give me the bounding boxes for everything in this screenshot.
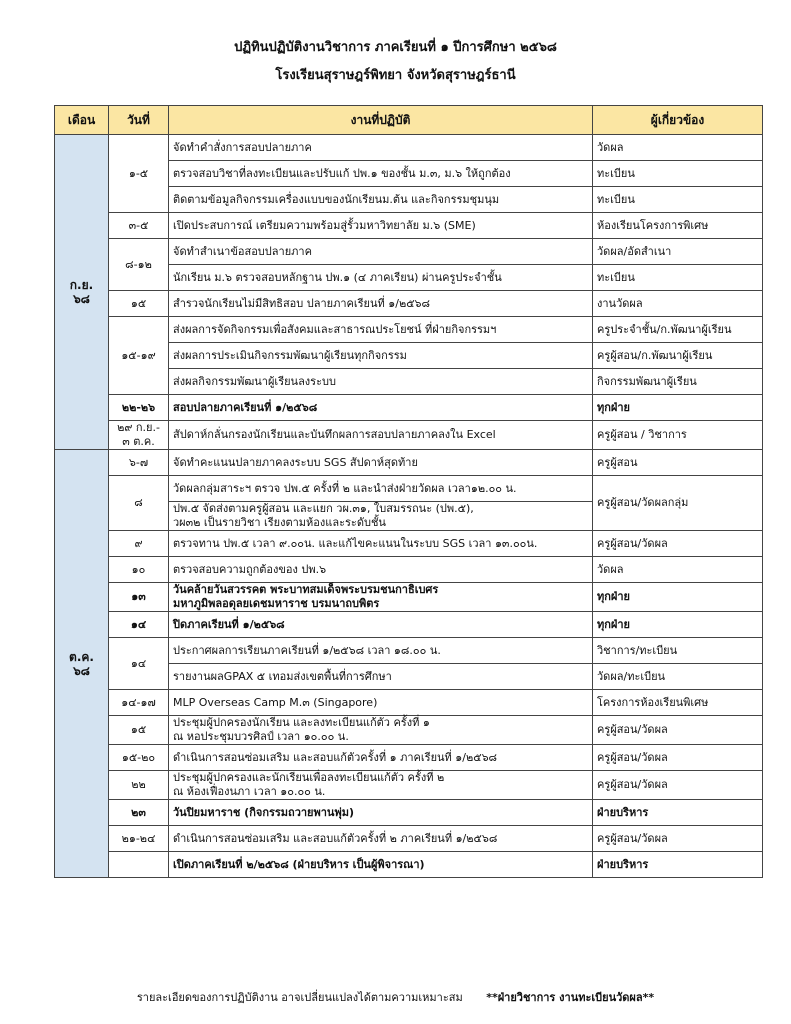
date-line: ๓ ต.ค. (122, 435, 155, 448)
date-cell: ๑๔ (109, 612, 169, 638)
responsible-cell: ครูผู้สอน (593, 450, 763, 476)
date-cell: ๒๑-๒๔ (109, 826, 169, 852)
task-cell: จัดทำคำสั่งการสอบปลายภาค (169, 135, 593, 161)
table-row (55, 583, 763, 612)
task-cell: MLP Overseas Camp M.๓ (Singapore) (169, 690, 593, 716)
table-row (55, 826, 763, 852)
responsible-cell: ครูประจำชั้น/ก.พัฒนาผู้เรียน (593, 317, 763, 343)
table-row (55, 690, 763, 716)
footer (0, 988, 791, 1006)
task-cell: วันปิยมหาราช (กิจกรรมถวายพานพุ่ม) (169, 800, 593, 826)
date-line: ๒๙ ก.ย.- (117, 421, 160, 434)
task-cell (169, 502, 593, 531)
date-cell: ๑๔ (109, 638, 169, 690)
task-cell: เปิดภาคเรียนที่ ๒/๒๕๖๘ (ฝ่ายบริหาร เป็นผู้พิจารณา) (169, 852, 593, 878)
date-cell: ๘ (109, 476, 169, 531)
month-label: ต.ค. (69, 649, 94, 664)
page-subtitle: โรงเรียนสุราษฎร์พิทยา จังหวัดสุราษฎร์ธานี (275, 68, 516, 83)
column-header-month: เดือน (55, 106, 109, 135)
date-cell (109, 852, 169, 878)
table-header-row (55, 106, 763, 135)
date-cell: ๑๓ (109, 583, 169, 612)
task-cell: ตรวจสอบความถูกต้องของ ปพ.๖ (169, 557, 593, 583)
responsible-cell: ทุกฝ่าย (593, 612, 763, 638)
table-row (55, 291, 763, 317)
task-cell (169, 771, 593, 800)
date-cell: ๑๕ (109, 716, 169, 745)
date-cell: ๑-๕ (109, 135, 169, 213)
responsible-cell: ทุกฝ่าย (593, 583, 763, 612)
responsible-cell: วัดผล/ทะเบียน (593, 664, 763, 690)
month-cell-september (55, 135, 109, 450)
table-row (55, 800, 763, 826)
table-row (55, 612, 763, 638)
table-row (55, 852, 763, 878)
table-row (55, 395, 763, 421)
table-row (55, 421, 763, 450)
table-row (55, 745, 763, 771)
date-cell: ๖-๗ (109, 450, 169, 476)
responsible-cell: งานวัดผล (593, 291, 763, 317)
responsible-cell: ครูผู้สอน / วิชาการ (593, 421, 763, 450)
table-row (55, 213, 763, 239)
date-cell: ๑๐ (109, 557, 169, 583)
task-cell: จัดทำคะแนนปลายภาคลงระบบ SGS สัปดาห์สุดท้าย (169, 450, 593, 476)
footer-signature: **ฝ่ายวิชาการ งานทะเบียนวัดผล** (486, 991, 655, 1004)
table-row (55, 716, 763, 745)
date-cell (109, 421, 169, 450)
table-row (55, 638, 763, 664)
task-cell: ดำเนินการสอนซ่อมเสริม และสอบแก้ตัวครั้งที่ ๑ ภาคเรียนที่ ๑/๒๕๖๘ (169, 745, 593, 771)
responsible-cell: วัดผล (593, 557, 763, 583)
task-cell: สำรวจนักเรียนไม่มีสิทธิสอบ ปลายภาคเรียนที่ ๑/๒๕๖๘ (169, 291, 593, 317)
task-cell: ตรวจทาน ปพ.๕ เวลา ๙.๐๐น. และแก้ไขคะแนนในระบบ SGS เวลา ๑๓.๐๐น. (169, 531, 593, 557)
table-row (55, 476, 763, 502)
responsible-cell: วัดผล (593, 135, 763, 161)
date-cell: ๓-๕ (109, 213, 169, 239)
task-cell: ส่งผลการจัดกิจกรรมเพื่อสังคมและสาธารณประโยชน์ ที่ฝ่ายกิจกรรมฯ (169, 317, 593, 343)
task-cell: ติดตามข้อมูลกิจกรรมเครื่องแบบของนักเรียนม.ต้น และกิจกรรมชุมนุม (169, 187, 593, 213)
page-title: ปฏิทินปฏิบัติงานวิชาการ ภาคเรียนที่ ๑ ปีการศึกษา ๒๕๖๘ (234, 40, 557, 55)
responsible-cell: ทะเบียน (593, 161, 763, 187)
task-line: ประชุมผู้ปกครองนักเรียน และลงทะเบียนแก้ตัว ครั้งที่ ๑ (173, 716, 430, 729)
task-line: ปพ.๕ จัดส่งตามครูผู้สอน และแยก วผ.๓๑, ใบสมรรถนะ (ปพ.๕), (173, 502, 474, 515)
calendar-table (54, 105, 763, 878)
month-year: ๖๘ (73, 292, 90, 306)
footer-note: รายละเอียดของการปฏิบัติงาน อาจเปลี่ยนแปลงได้ตามความเหมาะสม (136, 991, 463, 1004)
responsible-cell: ฝ่ายบริหาร (593, 800, 763, 826)
column-header-task: งานที่ปฏิบัติ (169, 106, 593, 135)
task-cell: จัดทำสำเนาข้อสอบปลายภาค (169, 239, 593, 265)
task-cell: ตรวจสอบวิชาที่ลงทะเบียนและปรับแก้ ปพ.๑ ของชั้น ม.๓, ม.๖ ให้ถูกต้อง (169, 161, 593, 187)
responsible-cell: ครูผู้สอน/วัดผล (593, 745, 763, 771)
date-cell: ๑๕-๑๙ (109, 317, 169, 395)
task-line: วันคล้ายวันสวรรคต พระบาทสมเด็จพระบรมชนกาธิเบศร (173, 583, 439, 596)
responsible-cell: ครูผู้สอน/วัดผลกลุ่ม (593, 476, 763, 531)
task-cell: สอบปลายภาคเรียนที่ ๑/๒๕๖๘ (169, 395, 593, 421)
date-cell: ๑๕ (109, 291, 169, 317)
month-cell-october (55, 450, 109, 878)
table-row (55, 450, 763, 476)
task-cell (169, 716, 593, 745)
task-line: มหาภูมิพลอดุลยเดชมหาราช บรมนาถบพิตร (173, 597, 380, 610)
task-line: ณ ห้องเฟื่องนภา เวลา ๑๐.๐๐ น. (173, 785, 326, 798)
task-cell: ประกาศผลการเรียนภาคเรียนที่ ๑/๒๕๖๘ เวลา ๑๘.๐๐ น. (169, 638, 593, 664)
task-cell: ปิดภาคเรียนที่ ๑/๒๕๖๘ (169, 612, 593, 638)
responsible-cell: ครูผู้สอน/วัดผล (593, 771, 763, 800)
table-row (55, 239, 763, 265)
responsible-cell: ทะเบียน (593, 187, 763, 213)
task-cell: รายงานผลGPAX ๕ เทอมส่งเขตพื้นที่การศึกษา (169, 664, 593, 690)
task-cell: วัดผลกลุ่มสาระฯ ตรวจ ปพ.๕ ครั้งที่ ๒ และนำส่งฝ่ายวัดผล เวลา๑๒.๐๐ น. (169, 476, 593, 502)
task-cell: ดำเนินการสอนซ่อมเสริม และสอบแก้ตัวครั้งที่ ๒ ภาคเรียนที่ ๑/๒๕๖๘ (169, 826, 593, 852)
task-cell: ส่งผลกิจกรรมพัฒนาผู้เรียนลงระบบ (169, 369, 593, 395)
date-cell: ๑๔-๑๗ (109, 690, 169, 716)
task-cell: ส่งผลการประเมินกิจกรรมพัฒนาผู้เรียนทุกกิจกรรม (169, 343, 593, 369)
responsible-cell: ครูผู้สอน/วัดผล (593, 531, 763, 557)
month-label: ก.ย. (69, 278, 94, 292)
date-cell: ๒๒ (109, 771, 169, 800)
responsible-cell: ครูผู้สอน/ก.พัฒนาผู้เรียน (593, 343, 763, 369)
task-cell: เปิดประสบการณ์ เตรียมความพร้อมสู่รั้วมหาวิทยาลัย ม.๖ (SME) (169, 213, 593, 239)
responsible-cell: ครูผู้สอน/วัดผล (593, 716, 763, 745)
task-cell: นักเรียน ม.๖ ตรวจสอบหลักฐาน ปพ.๑ (๔ ภาคเรียน) ผ่านครูประจำชั้น (169, 265, 593, 291)
task-cell (169, 583, 593, 612)
responsible-cell: ห้องเรียนโครงการพิเศษ (593, 213, 763, 239)
responsible-cell: วิชาการ/ทะเบียน (593, 638, 763, 664)
date-cell: ๒๓ (109, 800, 169, 826)
task-line: วผ๓๒ เป็นรายวิชา เรียงตามห้องและระดับชั้น (173, 516, 386, 529)
task-cell: สัปดาห์กลั่นกรองนักเรียนและบันทึกผลการสอบปลายภาคลงใน Excel (169, 421, 593, 450)
task-line: ณ หอประชุมบวรศิลป์ เวลา ๑๐.๐๐ น. (173, 730, 349, 743)
month-year: ๖๘ (73, 663, 90, 678)
responsible-cell: วัดผล/อัดสำเนา (593, 239, 763, 265)
responsible-cell: ฝ่ายบริหาร (593, 852, 763, 878)
task-line: ประชุมผู้ปกครองและนักเรียนเพื่อลงทะเบียนแก้ตัว ครั้งที่ ๒ (173, 771, 445, 784)
responsible-cell: ทุกฝ่าย (593, 395, 763, 421)
responsible-cell: ทะเบียน (593, 265, 763, 291)
column-header-date: วันที่ (109, 106, 169, 135)
responsible-cell: โครงการห้องเรียนพิเศษ (593, 690, 763, 716)
date-cell: ๘-๑๒ (109, 239, 169, 291)
table-row (55, 557, 763, 583)
table-row (55, 317, 763, 343)
table-row (55, 771, 763, 800)
column-header-responsible: ผู้เกี่ยวข้อง (593, 106, 763, 135)
responsible-cell: ครูผู้สอน/วัดผล (593, 826, 763, 852)
date-cell: ๙ (109, 531, 169, 557)
table-row (55, 135, 763, 161)
table-row (55, 531, 763, 557)
date-cell: ๒๒-๒๖ (109, 395, 169, 421)
responsible-cell: กิจกรรมพัฒนาผู้เรียน (593, 369, 763, 395)
date-cell: ๑๕-๒๐ (109, 745, 169, 771)
